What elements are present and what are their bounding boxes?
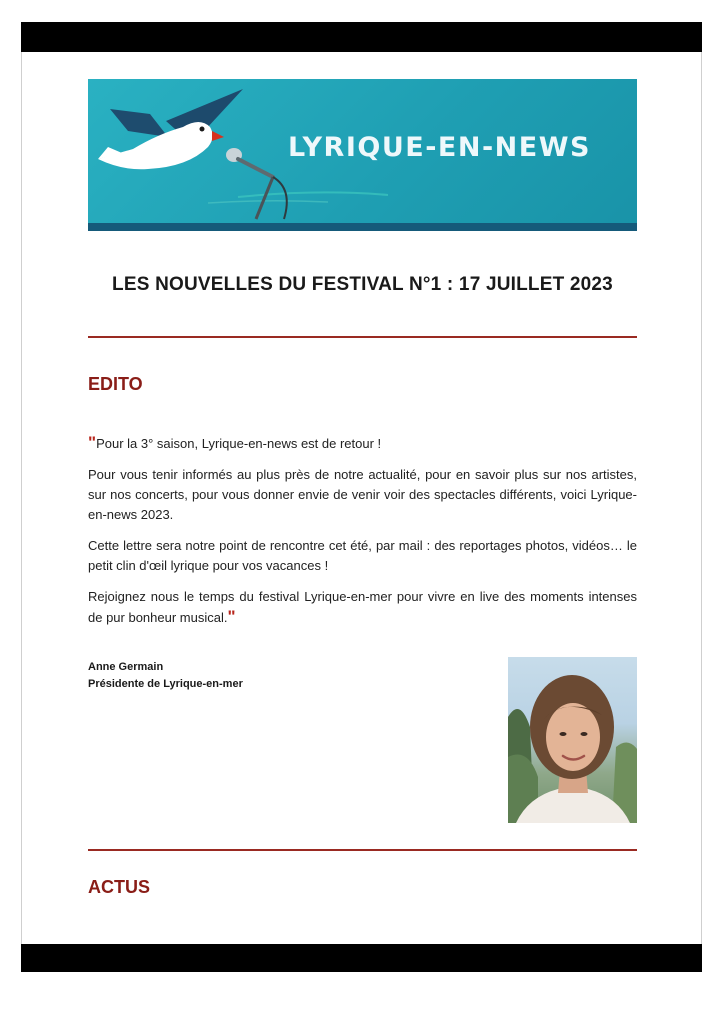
top-bar bbox=[21, 22, 702, 52]
edito-body bbox=[88, 433, 637, 639]
portrait-illustration bbox=[508, 657, 637, 823]
banner-footer-strip bbox=[88, 223, 637, 231]
portrait-photo bbox=[508, 657, 637, 823]
actus-title: ACTUS bbox=[88, 877, 150, 897]
edito-paragraph-4: Rejoignez nous le temps du festival Lyrique-en-mer pour vivre en live des moments intenses de pur bonheur musical." bbox=[88, 589, 637, 626]
bottom-bar bbox=[21, 944, 702, 972]
edito-paragraph-1: "Pour la 3° saison, Lyrique-en-news est de retour ! bbox=[88, 433, 382, 452]
banner-title: LYRIQUE-EN-NEWS bbox=[288, 132, 591, 163]
signature bbox=[88, 659, 243, 693]
edito-title: EDITO bbox=[88, 374, 143, 394]
edito-paragraph-2: Pour vous tenir informés au plus près de notre actualité, pour en savoir plus sur nos artistes, sur nos concerts, pour vous donner envie de venir voir des spectacles différents, voici Lyrique-en-news 2023. bbox=[88, 467, 637, 522]
signature-name: Anne Germain bbox=[88, 661, 164, 673]
open-quote-mark: " bbox=[88, 433, 97, 452]
newsletter-headline: LES NOUVELLES DU FESTIVAL N°1 : 17 JUILLET 2023 bbox=[112, 274, 613, 295]
edito-paragraph-3: Cette lettre sera notre point de rencontre cet été, par mail : des reportages photos, vidéos… le petit clin d'œil lyrique pour vos vacances ! bbox=[88, 538, 637, 573]
signature-role: Présidente de Lyrique-en-mer bbox=[88, 678, 243, 690]
section-divider bbox=[88, 849, 637, 851]
header-banner bbox=[88, 79, 637, 231]
close-quote-mark: " bbox=[227, 607, 236, 626]
section-divider bbox=[88, 336, 637, 338]
